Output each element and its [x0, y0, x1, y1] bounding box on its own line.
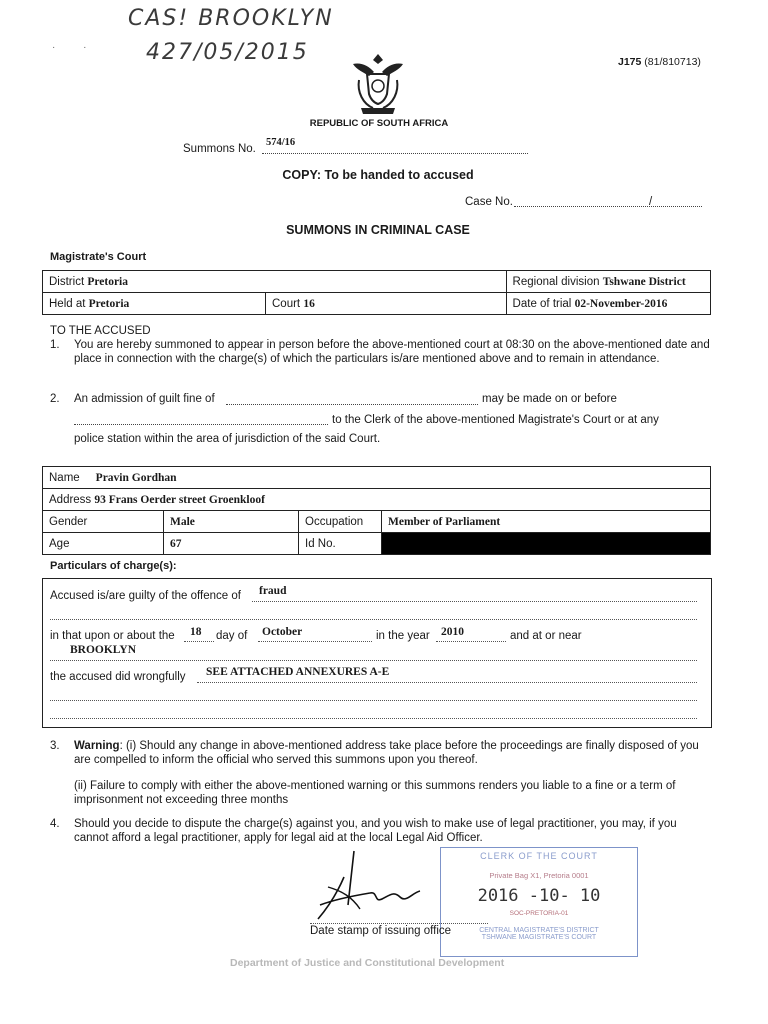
- footer-department: Department of Justice and Constitutional Development: [230, 957, 505, 969]
- court-date-stamp: [440, 847, 638, 957]
- summons-number-label: Summons No.: [183, 143, 256, 155]
- para2-fine-label: An admission of guilt fine of: [74, 393, 215, 405]
- form-code: J175 (81/810713): [618, 56, 701, 68]
- regional-division-label: Regional division: [512, 275, 600, 288]
- held-at-label: Held at: [49, 297, 86, 310]
- day-of-label: day of: [216, 630, 248, 642]
- district-value: Pretoria: [87, 275, 128, 288]
- para3-part-i: : (i) Should any change in above-mentioned address take place before the proceedings are finally disposed of you are compelled to inform the official who served this summons upon you thereof.: [74, 740, 699, 766]
- particulars-heading: Particulars of charge(s):: [50, 560, 177, 572]
- address-value: 93 Frans Oerder street Groenkloof: [94, 493, 265, 506]
- held-at-value: Pretoria: [88, 297, 130, 310]
- stamp-bottom-line1: CENTRAL MAGISTRATE'S DISTRICT: [479, 927, 599, 934]
- summons-number-line: [262, 153, 528, 154]
- document-title: SUMMONS IN CRIMINAL CASE: [286, 223, 470, 237]
- id-label: Id No.: [299, 533, 382, 555]
- court-number-value: 16: [303, 297, 315, 310]
- para4-number: 4.: [50, 818, 60, 830]
- trial-date-cell: [506, 293, 710, 315]
- upon-label: in that upon or about the: [50, 630, 175, 642]
- year-line: [436, 641, 506, 642]
- to-accused-heading: TO THE ACCUSED: [50, 325, 151, 337]
- before-date-line: [74, 424, 328, 425]
- charge-blank-line-1: [50, 619, 697, 620]
- para3-warning-text: [74, 740, 714, 767]
- copy-heading: COPY: To be handed to accused: [282, 168, 474, 182]
- district-label: District: [49, 275, 85, 288]
- coat-of-arms-icon: [347, 50, 409, 116]
- stamp-date: 2016 -10- 10: [477, 886, 601, 906]
- signature: [308, 847, 428, 927]
- pen-marks: · ·: [52, 42, 87, 53]
- wrongfully-line: [197, 682, 697, 683]
- para3-number: 3.: [50, 740, 60, 752]
- held-at-cell: [43, 293, 266, 315]
- court-number-label: Court: [272, 297, 301, 310]
- age-label: Age: [43, 533, 164, 555]
- occupation-label: Occupation: [299, 511, 382, 533]
- regional-division-cell: [506, 271, 710, 293]
- name-value: Pravin Gordhan: [95, 471, 177, 484]
- place-value: BROOKLYN: [70, 644, 137, 656]
- month-line: [258, 641, 372, 642]
- para2-police-text: police station within the area of jurisdiction of the said Court.: [74, 433, 381, 445]
- handwritten-case-number: 427/05/2015: [146, 40, 309, 65]
- court-section-heading: Magistrate's Court: [50, 251, 147, 263]
- para2-number: 2.: [50, 393, 60, 405]
- accused-details-table: [42, 466, 711, 555]
- name-cell: [43, 467, 711, 489]
- age-value: 67: [164, 533, 299, 555]
- address-cell: [43, 489, 711, 511]
- court-details-table: [42, 270, 711, 315]
- place-line: [50, 660, 697, 661]
- day-line: [184, 641, 214, 642]
- para2-before-label: may be made on or before: [482, 393, 617, 405]
- case-number-line: [514, 206, 702, 207]
- para2-clerk-text: to the Clerk of the above-mentioned Magistrate's Court or at any: [332, 414, 659, 426]
- handwritten-case-ref: CAS! BROOKLYN: [128, 6, 334, 31]
- case-number-slash: /: [649, 196, 653, 208]
- offence-label: Accused is/are guilty of the offence of: [50, 590, 241, 602]
- id-value-redacted: [382, 533, 711, 555]
- regional-division-value: Tshwane District: [602, 275, 686, 288]
- stamp-code: SOC-PRETORIA-01: [509, 910, 569, 917]
- address-label: Address: [49, 493, 92, 506]
- wrongfully-label: the accused did wrongfully: [50, 671, 186, 683]
- gender-label: Gender: [43, 511, 164, 533]
- warning-label: Warning: [74, 740, 120, 752]
- country-title: REPUBLIC OF SOUTH AFRICA: [309, 118, 449, 129]
- wrongfully-value: SEE ATTACHED ANNEXURES A-E: [206, 666, 390, 678]
- year-label: in the year: [376, 630, 430, 642]
- fine-amount-line: [226, 404, 478, 405]
- charge-blank-line-2: [50, 700, 697, 701]
- para4-text: Should you decide to dispute the charge(s) against you, and you wish to make use of legal practitioner, you may, if you cannot afford a legal practitioner, apply for legal aid at the local Legal Aid Officer.: [74, 818, 677, 844]
- near-label: and at or near: [510, 630, 582, 642]
- para1-number: 1.: [50, 339, 60, 351]
- day-value: 18: [190, 626, 202, 638]
- gender-value: Male: [164, 511, 299, 533]
- para3-part-ii: (ii) Failure to comply with either the above-mentioned warning or this summons renders you liable to a fine or a term of imprisonment not exceeding three months: [74, 780, 676, 806]
- case-number-label: Case No.: [465, 196, 513, 208]
- para1-text: You are hereby summoned to appear in person before the above-mentioned court at 08:30 on the above-mentioned date and place in connection with the charge(s) of which the particulars is/are mentioned above and to remain in attendance.: [74, 339, 710, 365]
- charge-blank-line-3: [50, 718, 697, 719]
- district-cell: [43, 271, 507, 293]
- stamp-bottom-line2: TSHWANE MAGISTRATE'S COURT: [481, 934, 597, 941]
- summons-number-value: 574/16: [266, 137, 296, 148]
- date-stamp-label: Date stamp of issuing office: [310, 925, 452, 937]
- year-value: 2010: [441, 626, 464, 638]
- trial-date-value: 02-November-2016: [574, 297, 668, 310]
- court-number-cell: [266, 293, 507, 315]
- offence-value: fraud: [259, 585, 287, 597]
- stamp-bag-text: Private Bag X1, Pretoria 0001: [489, 871, 589, 880]
- occupation-value: Member of Parliament: [382, 511, 711, 533]
- stamp-top-text: CLERK OF THE COURT: [480, 851, 598, 861]
- trial-date-label: Date of trial: [512, 297, 572, 310]
- offence-line: [252, 601, 697, 602]
- month-value: October: [262, 626, 303, 638]
- signature-line: [310, 923, 488, 924]
- name-label: Name: [49, 471, 80, 484]
